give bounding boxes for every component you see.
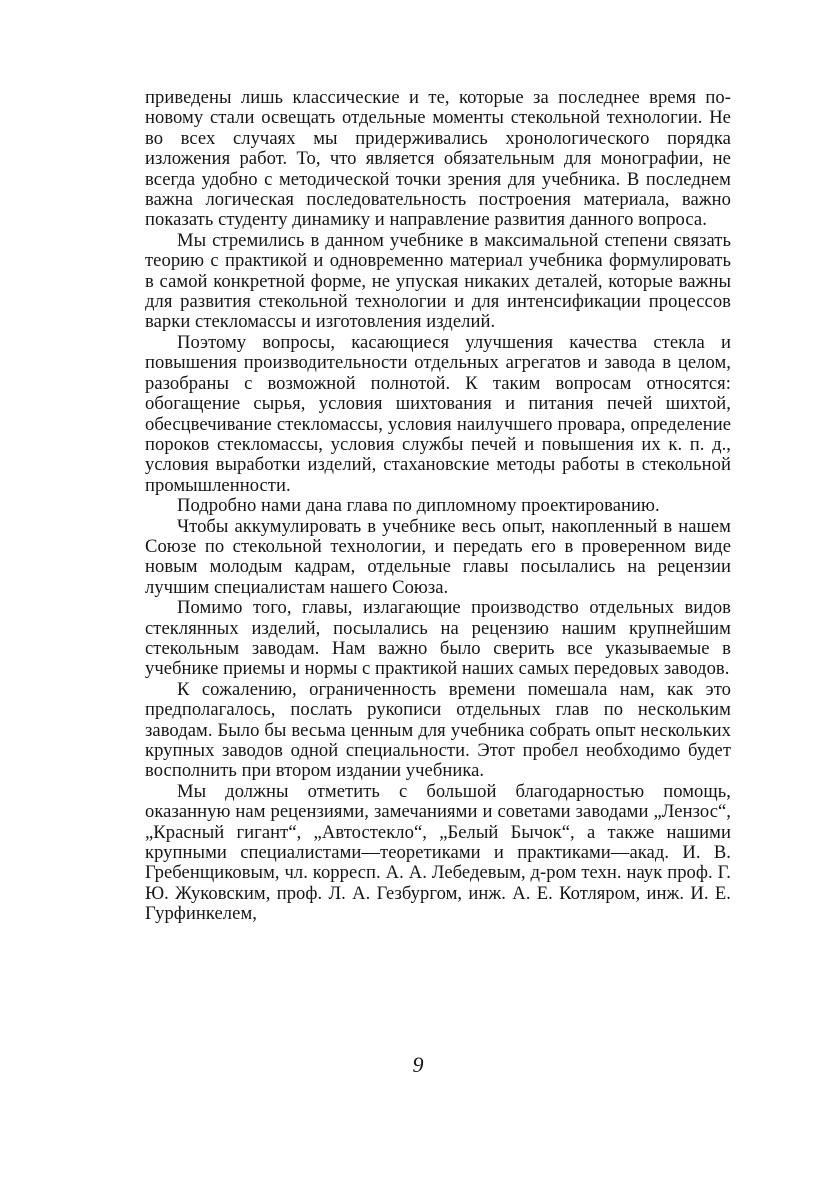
page-number (0, 1052, 840, 1078)
paragraph-7: К сожалению, ограниченность времени помешала нам, как это предполагалось, послать рукописи отдельных глав по нескольким заводам. Было бы весьма ценным для учебника собрать опыт нескольких крупных заводов одной специальности. Этот пробел необходимо будет восполнить при втором издании учебника. (145, 678, 731, 782)
document-page-text (145, 88, 731, 925)
paragraph-8: Мы должны отметить с большой благодарностью помощь, оказанную нам рецензиями, замечаниями и советами заводами „Лензос“, „Красный гигант“, „Автостекло“, „Белый Бычок“, а также нашими крупными специалистами—теоретиками и практиками—акад. И. В. Гребенщиковым, чл. корресп. А. А. Лебедевым, д-ром техн. наук проф. Г. Ю. Жуковским, проф. Л. А. Гезбургом, инж. А. Е. Котляром, инж. И. Е. Гурфинкелем, (145, 780, 731, 925)
paragraph-1: приведены лишь классические и те, которые за последнее время по-новому стали освещать отдельные моменты стекольной технологии. Не во всех случаях мы придерживались хронологического порядка изложения работ. То, что является обязательным для монографии, не всегда удобно с методической точки зрения для учебника. В последнем важна логическая последовательность построения материала, важно показать студенту динамику и направление развития данного вопроса. (145, 87, 731, 231)
paragraph-2: Мы стремились в данном учебнике в максимальной степени связать теорию с практикой и одновременно материал учебника формулировать в самой конкретной форме, не упуская никаких деталей, которые важны для развития стекольной технологии и для интенсификации процессов варки стекломассы и изготовления изделий. (145, 229, 731, 333)
paragraph-4: Подробно нами дана глава по дипломному проектированию. (177, 495, 660, 517)
page-number-text: 9 (412, 1052, 424, 1077)
paragraph-5: Чтобы аккумулировать в учебнике весь опыт, накопленный в нашем Союзе по стекольной технологии, и передать его в проверенном виде новым молодым кадрам, отдельные главы посылались на рецензии лучшим специалистам нашего Союза. (145, 515, 731, 598)
paragraph-3: Поэтому вопросы, касающиеся улучшения качества стекла и повышения производительности отдельных агрегатов и завода в целом, разобраны с возможной полнотой. К таким вопросам относятся: обогащение сырья, условия шихтования и питания печей шихтой, обесцвечивание стекломассы, условия наилучшего провара, определение пороков стекломассы, условия службы печей и повышения их к. п. д., условия выработки изделий, стахановские методы работы в стекольной промышленности. (145, 331, 731, 496)
paragraph-6: Помимо того, главы, излагающие производство отдельных видов стеклянных изделий, посылались на рецензию нашим крупнейшим стекольным заводам. Нам важно было сверить все указываемые в учебнике приемы и нормы с практикой наших самых передовых заводов. (145, 597, 731, 680)
